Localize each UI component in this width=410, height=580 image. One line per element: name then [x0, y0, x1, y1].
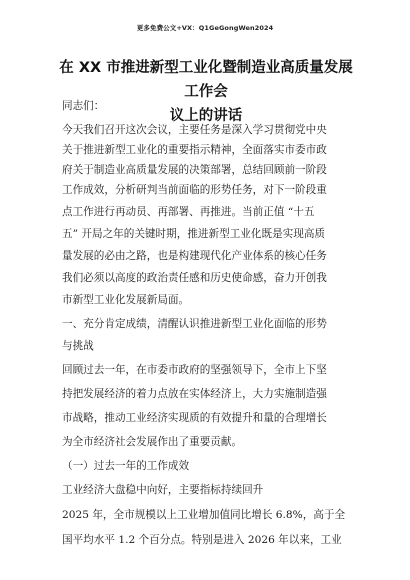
text-line: 国平均水平 1.2 个百分点。特别是进入 2026 年以来，工业	[62, 534, 342, 546]
salutation: 同志们：	[62, 100, 105, 112]
text-line: 量发展的必由之路，也是构建现代化产业体系的核心任务	[62, 250, 327, 262]
text-line: 工业经济大盘稳中向好，主要指标持续回升	[62, 484, 264, 496]
subsection-heading: （一）过去一年的工作成效	[62, 460, 190, 472]
text-line: 市战略，推动工业经济实现质的有效提升和量的合理增长	[62, 412, 327, 424]
title-line-2: 议上的讲话	[169, 108, 243, 124]
text-line: 回顾过去一年，在市委市政府的坚强领导下，全市上下坚	[62, 364, 327, 376]
text-line: 持把发展经济的着力点放在实体经济上，大力实施制造强	[62, 388, 327, 400]
section-heading: 一、充分肯定成绩，清醒认识推进新型工业化面临的形势	[62, 318, 327, 330]
text-line: 关于推进新型工业化的重要指示精神，全面落实市委市政	[62, 144, 327, 156]
text-line: 2025 年，全市规模以上工业增加值同比增长 6.8%，高于全	[62, 509, 346, 521]
text-line: 今天我们召开这次会议，主要任务是深入学习贯彻党中央	[62, 124, 327, 136]
text-line: 市新型工业化发展新局面。	[62, 294, 190, 306]
text-line: 府关于制造业高质量发展的决策部署，总结回顾前一阶段	[62, 164, 327, 176]
header-watermark: 更多免费公文+VX：Q1GeGongWen2024	[136, 24, 274, 32]
text-line: 我们必须以高度的政治责任感和历史使命感，奋力开创我	[62, 272, 327, 284]
text-line: 为全市经济社会发展作出了重要贡献。	[62, 436, 243, 448]
text-line: 点工作进行再动员、再部署、再推进。当前正值 “十五	[62, 206, 315, 218]
document-title	[56, 56, 356, 128]
title-line-1: 在 XX 市推进新型工业化暨制造业高质量发展工作会	[59, 60, 353, 100]
section-heading: 与挑战	[62, 340, 94, 352]
text-line: 五” 开局之年的关键时期，推进新型工业化既是实现高质	[62, 228, 326, 240]
text-line: 工作成效，分析研判当前面临的形势任务，对下一阶段重	[62, 184, 327, 196]
